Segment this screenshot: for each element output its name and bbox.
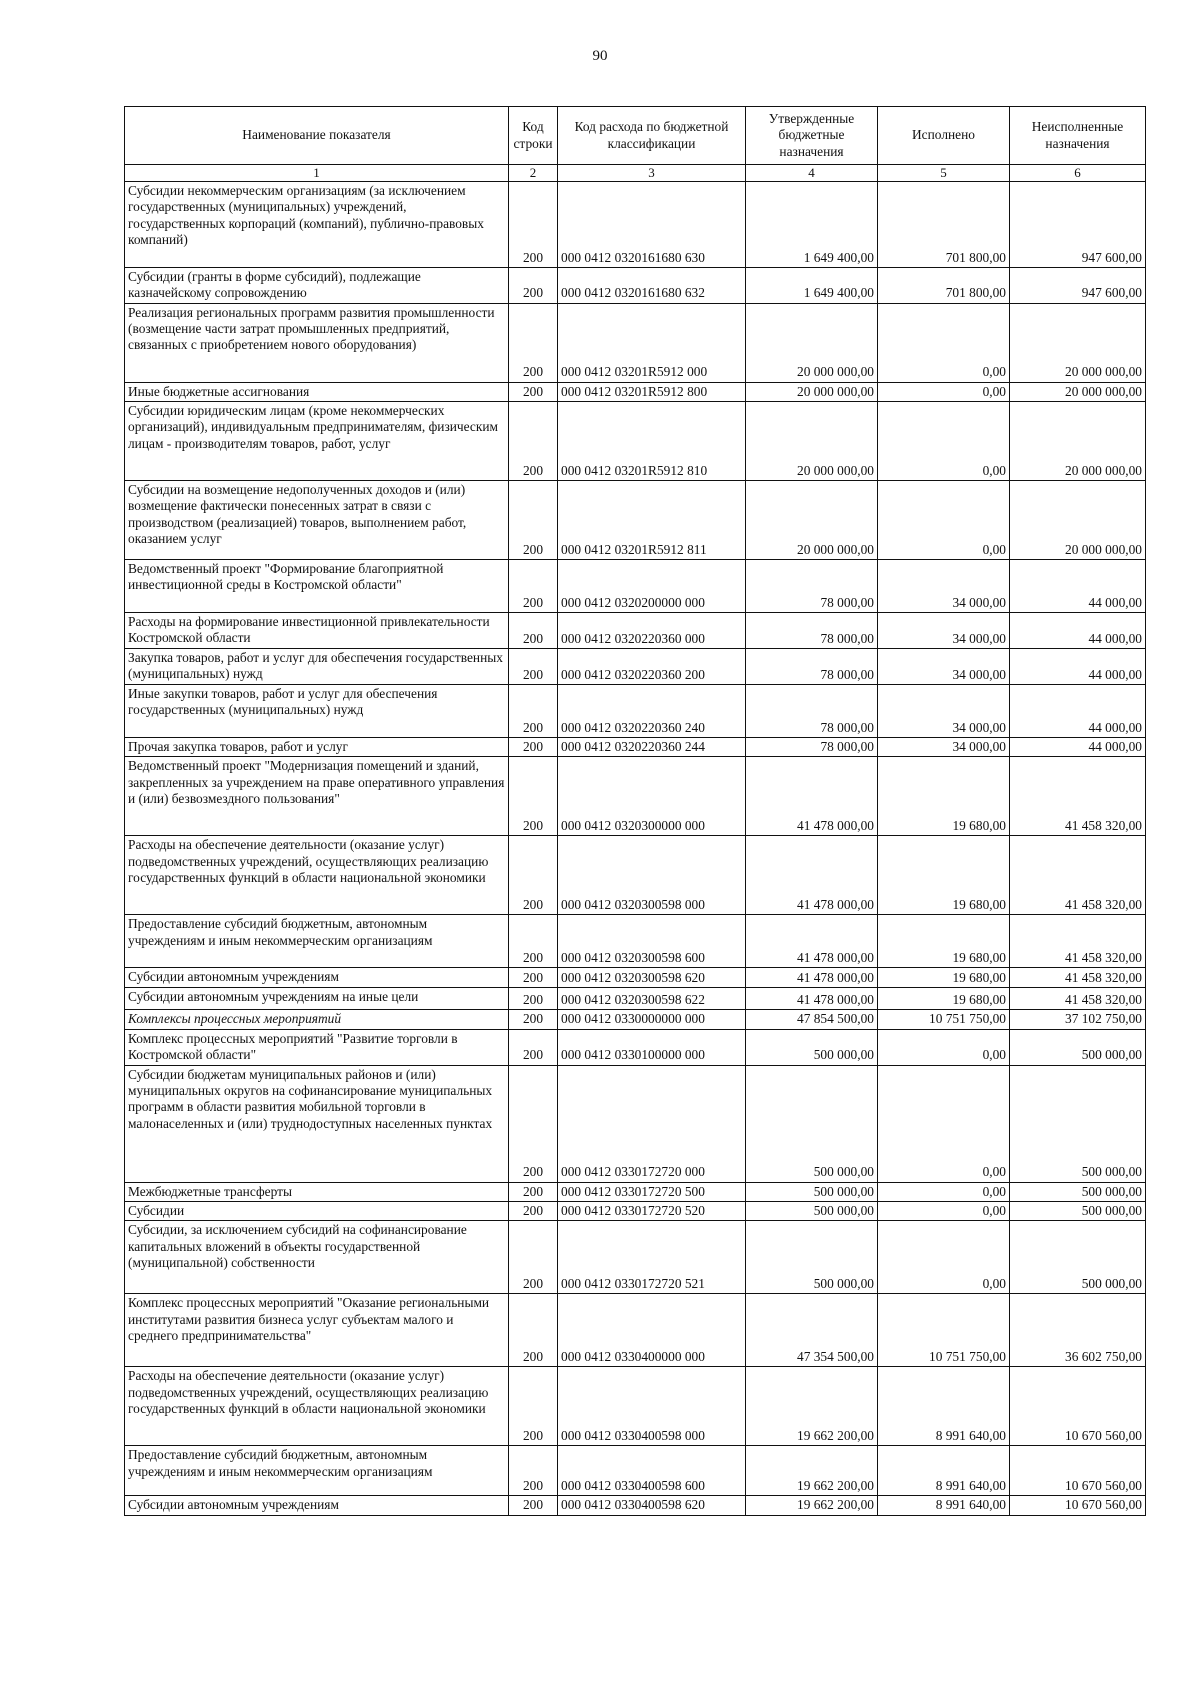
row-budget-code: 000 0412 0320300598 600 <box>558 915 746 968</box>
row-unexecuted-amount: 20 000 000,00 <box>1010 481 1146 560</box>
row-unexecuted-amount: 10 670 560,00 <box>1010 1446 1146 1496</box>
row-name: Субсидии бюджетам муниципальных районов и (или) муниципальных округов на софинансирование муниципальных программ в области развития мобильной торговли в малонаселенных и (или) труднодоступных населенных пунктах <box>125 1065 509 1182</box>
row-executed-amount: 0,00 <box>878 382 1010 401</box>
row-unexecuted-amount: 36 602 750,00 <box>1010 1294 1146 1367</box>
row-budget-code: 000 0412 0320300598 000 <box>558 836 746 915</box>
row-executed-amount: 0,00 <box>878 481 1010 560</box>
column-number: 4 <box>746 165 878 182</box>
row-unexecuted-amount: 37 102 750,00 <box>1010 1010 1146 1029</box>
row-name: Субсидии (гранты в форме субсидий), подлежащие казначейскому сопровождению <box>125 268 509 304</box>
header-row <box>125 107 1146 165</box>
row-budget-code: 000 0412 0320161680 632 <box>558 268 746 304</box>
row-line-code: 200 <box>509 613 558 649</box>
row-unexecuted-amount: 20 000 000,00 <box>1010 382 1146 401</box>
table-row <box>125 1010 1146 1029</box>
row-line-code: 200 <box>509 968 558 988</box>
row-name: Субсидии, за исключением субсидий на софинансирование капитальных вложений в объекты государственной (муниципальной) собственности <box>125 1221 509 1294</box>
header-name: Наименование показателя <box>125 107 509 165</box>
row-name: Прочая закупка товаров, работ и услуг <box>125 738 509 757</box>
row-line-code: 200 <box>509 738 558 757</box>
row-line-code: 200 <box>509 402 558 481</box>
row-line-code: 200 <box>509 915 558 968</box>
row-line-code: 200 <box>509 1367 558 1446</box>
row-name: Субсидии автономным учреждениям <box>125 1496 509 1515</box>
table-row <box>125 402 1146 481</box>
row-approved-amount: 500 000,00 <box>746 1182 878 1201</box>
row-unexecuted-amount: 20 000 000,00 <box>1010 303 1146 382</box>
row-approved-amount: 20 000 000,00 <box>746 303 878 382</box>
row-budget-code: 000 0412 0330172720 000 <box>558 1065 746 1182</box>
row-executed-amount: 0,00 <box>878 1202 1010 1221</box>
row-approved-amount: 20 000 000,00 <box>746 481 878 560</box>
row-budget-code: 000 0412 0330172720 520 <box>558 1202 746 1221</box>
row-approved-amount: 41 478 000,00 <box>746 968 878 988</box>
row-executed-amount: 19 680,00 <box>878 836 1010 915</box>
row-budget-code: 000 0412 0330100000 000 <box>558 1029 746 1065</box>
row-line-code: 200 <box>509 560 558 613</box>
row-name: Субсидии некоммерческим организациям (за исключением государственных (муниципальных) учреждений, государственных корпораций (компаний), публично-правовых компаний) <box>125 182 509 268</box>
row-budget-code: 000 0412 0320300000 000 <box>558 757 746 836</box>
row-budget-code: 000 0412 0320161680 630 <box>558 182 746 268</box>
row-executed-amount: 0,00 <box>878 1182 1010 1201</box>
row-line-code: 200 <box>509 481 558 560</box>
row-executed-amount: 0,00 <box>878 1029 1010 1065</box>
row-approved-amount: 20 000 000,00 <box>746 382 878 401</box>
row-name: Закупка товаров, работ и услуг для обеспечения государственных (муниципальных) нужд <box>125 649 509 685</box>
table-row <box>125 1367 1146 1446</box>
column-number: 5 <box>878 165 1010 182</box>
row-approved-amount: 19 662 200,00 <box>746 1367 878 1446</box>
row-budget-code: 000 0412 0330400598 000 <box>558 1367 746 1446</box>
row-unexecuted-amount: 41 458 320,00 <box>1010 968 1146 988</box>
row-name: Предоставление субсидий бюджетным, автономным учреждениям и иным некоммерческим организациям <box>125 915 509 968</box>
table-row <box>125 757 1146 836</box>
row-approved-amount: 1 649 400,00 <box>746 182 878 268</box>
row-executed-amount: 10 751 750,00 <box>878 1010 1010 1029</box>
row-line-code: 200 <box>509 1065 558 1182</box>
row-unexecuted-amount: 500 000,00 <box>1010 1029 1146 1065</box>
table-row <box>125 182 1146 268</box>
row-name: Субсидии юридическим лицам (кроме некоммерческих организаций), индивидуальным предпринимателям, физическим лицам - производителям товаров, работ, услуг <box>125 402 509 481</box>
row-unexecuted-amount: 41 458 320,00 <box>1010 836 1146 915</box>
row-line-code: 200 <box>509 649 558 685</box>
row-approved-amount: 41 478 000,00 <box>746 915 878 968</box>
row-executed-amount: 34 000,00 <box>878 738 1010 757</box>
table-row <box>125 836 1146 915</box>
row-executed-amount: 0,00 <box>878 402 1010 481</box>
row-executed-amount: 8 991 640,00 <box>878 1367 1010 1446</box>
row-approved-amount: 500 000,00 <box>746 1065 878 1182</box>
row-approved-amount: 20 000 000,00 <box>746 402 878 481</box>
row-budget-code: 000 0412 03201R5912 000 <box>558 303 746 382</box>
row-budget-code: 000 0412 03201R5912 810 <box>558 402 746 481</box>
row-name: Ведомственный проект "Формирование благоприятной инвестиционной среды в Костромской области" <box>125 560 509 613</box>
row-budget-code: 000 0412 0330172720 521 <box>558 1221 746 1294</box>
row-line-code: 200 <box>509 685 558 738</box>
table-row <box>125 738 1146 757</box>
row-name: Иные бюджетные ассигнования <box>125 382 509 401</box>
column-number-row <box>125 165 1146 182</box>
table-row <box>125 649 1146 685</box>
column-number: 6 <box>1010 165 1146 182</box>
row-executed-amount: 34 000,00 <box>878 649 1010 685</box>
row-name: Предоставление субсидий бюджетным, автономным учреждениям и иным некоммерческим организациям <box>125 1446 509 1496</box>
row-approved-amount: 19 662 200,00 <box>746 1496 878 1515</box>
row-name: Реализация региональных программ развития промышленности (возмещение части затрат промышленных предприятий, связанных с приобретением нового оборудования) <box>125 303 509 382</box>
column-number: 1 <box>125 165 509 182</box>
row-unexecuted-amount: 10 670 560,00 <box>1010 1496 1146 1515</box>
row-unexecuted-amount: 20 000 000,00 <box>1010 402 1146 481</box>
table-row <box>125 1182 1146 1201</box>
row-approved-amount: 500 000,00 <box>746 1202 878 1221</box>
row-line-code: 200 <box>509 836 558 915</box>
table-body <box>125 182 1146 1516</box>
row-approved-amount: 78 000,00 <box>746 685 878 738</box>
row-executed-amount: 19 680,00 <box>878 968 1010 988</box>
header-budget-code: Код расхода по бюджетной классификации <box>558 107 746 165</box>
row-budget-code: 000 0412 0330000000 000 <box>558 1010 746 1029</box>
table-row <box>125 915 1146 968</box>
page-number: 90 <box>592 48 608 64</box>
row-budget-code: 000 0412 0320220360 244 <box>558 738 746 757</box>
row-budget-code: 000 0412 0320220360 200 <box>558 649 746 685</box>
row-name: Комплекс процессных мероприятий "Развитие торговли в Костромской области" <box>125 1029 509 1065</box>
row-budget-code: 000 0412 0330172720 500 <box>558 1182 746 1201</box>
row-name: Субсидии <box>125 1202 509 1221</box>
table-row <box>125 560 1146 613</box>
row-approved-amount: 78 000,00 <box>746 613 878 649</box>
row-name: Субсидии автономным учреждениям на иные цели <box>125 988 509 1010</box>
budget-execution-table <box>124 106 1146 1516</box>
row-executed-amount: 19 680,00 <box>878 915 1010 968</box>
row-executed-amount: 34 000,00 <box>878 613 1010 649</box>
table-row <box>125 1029 1146 1065</box>
row-line-code: 200 <box>509 988 558 1010</box>
row-budget-code: 000 0412 03201R5912 800 <box>558 382 746 401</box>
row-unexecuted-amount: 44 000,00 <box>1010 738 1146 757</box>
row-executed-amount: 701 800,00 <box>878 182 1010 268</box>
row-line-code: 200 <box>509 382 558 401</box>
row-executed-amount: 19 680,00 <box>878 988 1010 1010</box>
row-name: Межбюджетные трансферты <box>125 1182 509 1201</box>
row-name: Ведомственный проект "Модернизация помещений и зданий, закрепленных за учреждением на праве оперативного управления и (или) безвозмездного пользования" <box>125 757 509 836</box>
row-executed-amount: 0,00 <box>878 303 1010 382</box>
table-row <box>125 988 1146 1010</box>
table-row <box>125 1202 1146 1221</box>
row-unexecuted-amount: 500 000,00 <box>1010 1202 1146 1221</box>
row-unexecuted-amount: 44 000,00 <box>1010 613 1146 649</box>
row-line-code: 200 <box>509 757 558 836</box>
row-budget-code: 000 0412 0320220360 000 <box>558 613 746 649</box>
row-line-code: 200 <box>509 1446 558 1496</box>
header-unexecuted: Неисполненные назначения <box>1010 107 1146 165</box>
row-unexecuted-amount: 41 458 320,00 <box>1010 757 1146 836</box>
row-approved-amount: 1 649 400,00 <box>746 268 878 304</box>
row-approved-amount: 47 354 500,00 <box>746 1294 878 1367</box>
row-budget-code: 000 0412 0330400598 620 <box>558 1496 746 1515</box>
row-line-code: 200 <box>509 1496 558 1515</box>
row-name: Расходы на формирование инвестиционной привлекательности Костромской области <box>125 613 509 649</box>
row-name: Комплекс процессных мероприятий "Оказание региональными институтами развития бизнеса услуг субъектам малого и среднего предпринимательства" <box>125 1294 509 1367</box>
row-budget-code: 000 0412 0320200000 000 <box>558 560 746 613</box>
row-name: Субсидии на возмещение недополученных доходов и (или) возмещение фактически понесенных затрат в связи с производством (реализацией) товаров, выполнением работ, оказанием услуг <box>125 481 509 560</box>
header-approved: Утвержденные бюджетные назначения <box>746 107 878 165</box>
row-line-code: 200 <box>509 268 558 304</box>
row-budget-code: 000 0412 0320300598 622 <box>558 988 746 1010</box>
row-approved-amount: 19 662 200,00 <box>746 1446 878 1496</box>
row-approved-amount: 500 000,00 <box>746 1221 878 1294</box>
row-approved-amount: 41 478 000,00 <box>746 836 878 915</box>
row-line-code: 200 <box>509 1029 558 1065</box>
row-line-code: 200 <box>509 1221 558 1294</box>
row-unexecuted-amount: 10 670 560,00 <box>1010 1367 1146 1446</box>
table-row <box>125 685 1146 738</box>
row-executed-amount: 34 000,00 <box>878 685 1010 738</box>
row-budget-code: 000 0412 0330400000 000 <box>558 1294 746 1367</box>
table-row <box>125 382 1146 401</box>
table-row <box>125 1294 1146 1367</box>
row-unexecuted-amount: 41 458 320,00 <box>1010 988 1146 1010</box>
table-row <box>125 303 1146 382</box>
row-executed-amount: 8 991 640,00 <box>878 1496 1010 1515</box>
row-approved-amount: 47 854 500,00 <box>746 1010 878 1029</box>
row-executed-amount: 0,00 <box>878 1221 1010 1294</box>
table-row <box>125 968 1146 988</box>
row-budget-code: 000 0412 0330400598 600 <box>558 1446 746 1496</box>
row-executed-amount: 19 680,00 <box>878 757 1010 836</box>
table-row <box>125 613 1146 649</box>
row-unexecuted-amount: 500 000,00 <box>1010 1182 1146 1201</box>
row-line-code: 200 <box>509 1182 558 1201</box>
row-unexecuted-amount: 44 000,00 <box>1010 685 1146 738</box>
row-unexecuted-amount: 500 000,00 <box>1010 1221 1146 1294</box>
row-line-code: 200 <box>509 1294 558 1367</box>
row-line-code: 200 <box>509 182 558 268</box>
row-executed-amount: 0,00 <box>878 1065 1010 1182</box>
column-number: 3 <box>558 165 746 182</box>
table-row <box>125 1221 1146 1294</box>
row-line-code: 200 <box>509 1010 558 1029</box>
row-unexecuted-amount: 44 000,00 <box>1010 649 1146 685</box>
table-row <box>125 268 1146 304</box>
row-budget-code: 000 0412 0320220360 240 <box>558 685 746 738</box>
row-line-code: 200 <box>509 303 558 382</box>
row-executed-amount: 34 000,00 <box>878 560 1010 613</box>
row-executed-amount: 8 991 640,00 <box>878 1446 1010 1496</box>
column-number: 2 <box>509 165 558 182</box>
row-budget-code: 000 0412 0320300598 620 <box>558 968 746 988</box>
row-approved-amount: 78 000,00 <box>746 560 878 613</box>
header-executed: Исполнено <box>878 107 1010 165</box>
row-approved-amount: 41 478 000,00 <box>746 757 878 836</box>
row-unexecuted-amount: 44 000,00 <box>1010 560 1146 613</box>
row-unexecuted-amount: 500 000,00 <box>1010 1065 1146 1182</box>
table-row <box>125 1446 1146 1496</box>
row-name: Комплексы процессных мероприятий <box>125 1010 509 1029</box>
row-line-code: 200 <box>509 1202 558 1221</box>
row-budget-code: 000 0412 03201R5912 811 <box>558 481 746 560</box>
row-approved-amount: 78 000,00 <box>746 649 878 685</box>
row-executed-amount: 10 751 750,00 <box>878 1294 1010 1367</box>
row-name: Расходы на обеспечение деятельности (оказание услуг) подведомственных учреждений, осуществляющих реализацию государственных функций в области национальной экономики <box>125 836 509 915</box>
row-executed-amount: 701 800,00 <box>878 268 1010 304</box>
row-name: Субсидии автономным учреждениям <box>125 968 509 988</box>
table-row <box>125 1065 1146 1182</box>
row-name: Иные закупки товаров, работ и услуг для обеспечения государственных (муниципальных) нужд <box>125 685 509 738</box>
row-approved-amount: 41 478 000,00 <box>746 988 878 1010</box>
row-approved-amount: 78 000,00 <box>746 738 878 757</box>
table-row <box>125 481 1146 560</box>
row-name: Расходы на обеспечение деятельности (оказание услуг) подведомственных учреждений, осуществляющих реализацию государственных функций в области национальной экономики <box>125 1367 509 1446</box>
row-approved-amount: 500 000,00 <box>746 1029 878 1065</box>
header-line-code: Код строки <box>509 107 558 165</box>
row-unexecuted-amount: 41 458 320,00 <box>1010 915 1146 968</box>
table-row <box>125 1496 1146 1515</box>
row-unexecuted-amount: 947 600,00 <box>1010 182 1146 268</box>
row-unexecuted-amount: 947 600,00 <box>1010 268 1146 304</box>
